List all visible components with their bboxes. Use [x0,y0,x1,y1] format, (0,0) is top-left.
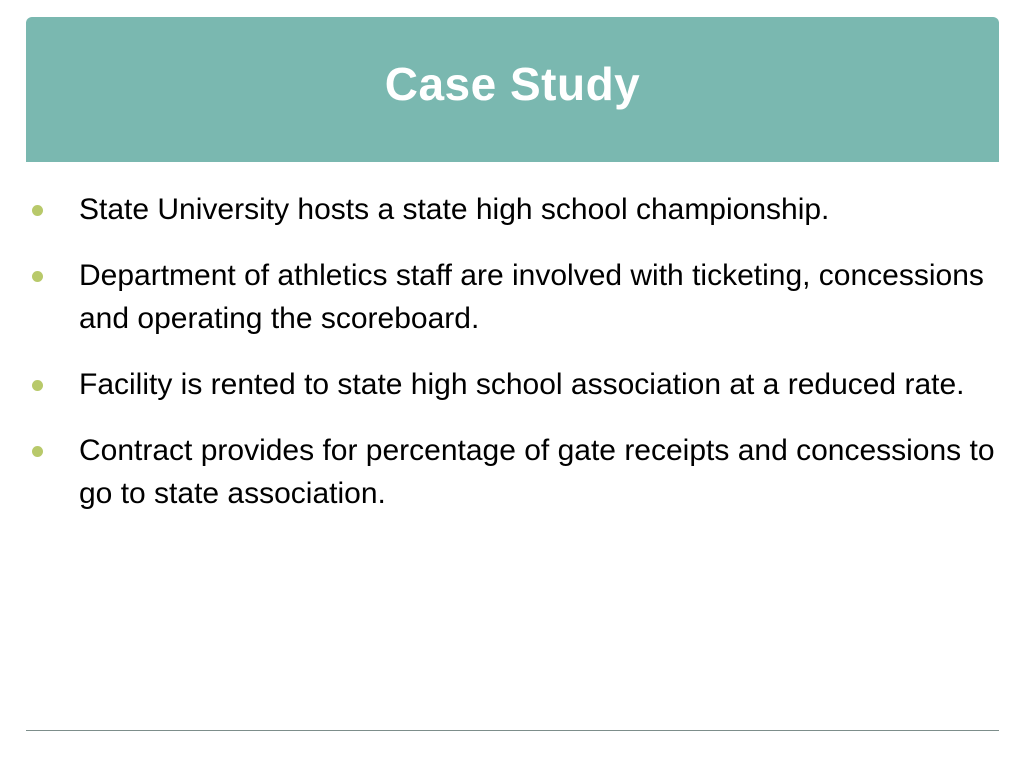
bullet-dot-icon [32,205,43,216]
bullet-text: State University hosts a state high school championship. [79,193,830,226]
bullet-text: Facility is rented to state high school association at a reduced rate. [79,368,965,401]
bullet-dot-icon [32,271,43,282]
title-banner [26,17,999,162]
bullet-item [28,188,998,231]
slide-title: Case Study [384,57,641,110]
bullet-item [28,363,998,406]
bullet-list [28,188,998,538]
bullet-text: Contract provides for percentage of gate receipts and concessions to go to state association. [79,434,995,510]
bullet-item [28,429,998,515]
footer-divider [26,730,999,731]
bullet-dot-icon [32,446,43,457]
bullet-item [28,254,998,340]
bullet-text: Department of athletics staff are involved with ticketing, concessions and operating the scoreboard. [79,259,984,335]
bullet-dot-icon [32,380,43,391]
